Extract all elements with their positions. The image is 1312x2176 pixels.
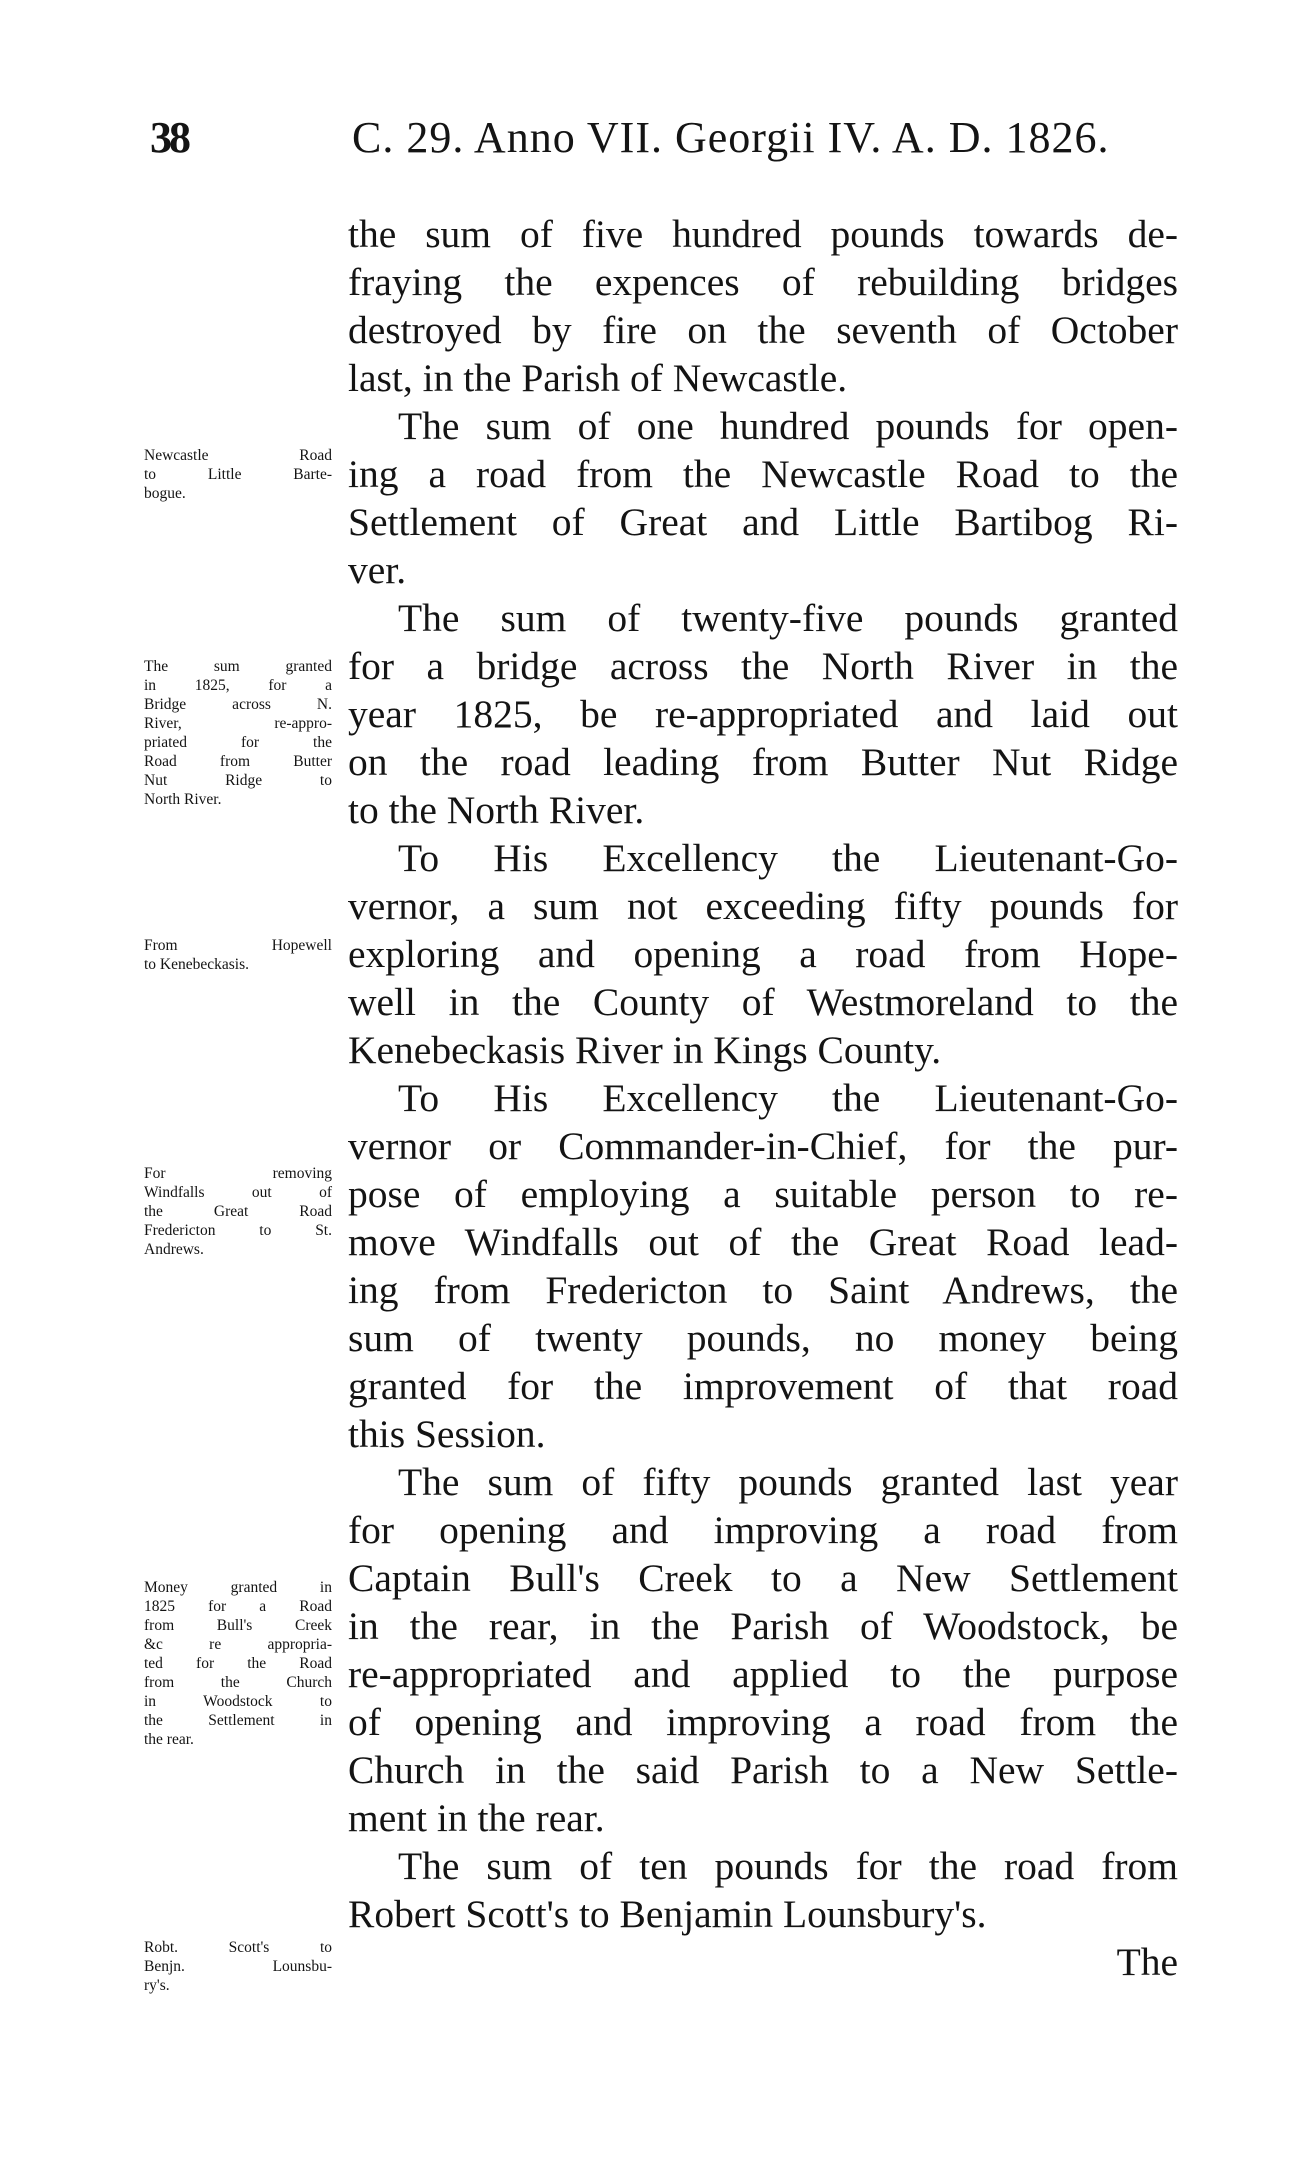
text-line: ver. bbox=[348, 548, 407, 592]
paragraph bbox=[348, 402, 1178, 594]
note-line: the Settlement in bbox=[144, 1712, 332, 1729]
text-line: to the North River. bbox=[348, 788, 645, 832]
note-line: Windfalls out of bbox=[144, 1184, 332, 1201]
note-line: Benjn. Lounsbu- bbox=[144, 1958, 332, 1975]
note-line: Andrews. bbox=[144, 1241, 204, 1258]
text-line: on the road leading from Butter Nut Ridge bbox=[348, 740, 1178, 784]
text-line: Settlement of Great and Little Bartibog Ri- bbox=[348, 500, 1178, 544]
note-line: in Woodstock to bbox=[144, 1693, 332, 1710]
page-number: 38 bbox=[150, 113, 188, 162]
note-line: Newcastle Road bbox=[144, 447, 332, 464]
text-line: Church in the said Parish to a New Settle- bbox=[348, 1748, 1178, 1792]
note-line: priated for the bbox=[144, 734, 332, 751]
note-line: bogue. bbox=[144, 485, 186, 502]
paragraph bbox=[348, 210, 1178, 402]
note-line: 1825 for a Road bbox=[144, 1598, 332, 1615]
text-line: well in the County of Westmoreland to the bbox=[348, 980, 1178, 1024]
text-line: exploring and opening a road from Hope- bbox=[348, 932, 1178, 976]
note-line: Money granted in bbox=[144, 1579, 332, 1596]
text-line: The sum of one hundred pounds for open- bbox=[398, 404, 1178, 448]
note-line: from the Church bbox=[144, 1674, 332, 1691]
text-line: To His Excellency the Lieutenant-Go- bbox=[398, 836, 1178, 880]
note-line: North River. bbox=[144, 791, 222, 808]
text-line: The sum of ten pounds for the road from bbox=[398, 1844, 1178, 1888]
text-line: for a bridge across the North River in the bbox=[348, 644, 1178, 688]
note-line: For removing bbox=[144, 1165, 332, 1182]
note-line: &c re appropria- bbox=[144, 1636, 332, 1653]
catchword: The bbox=[1116, 1940, 1178, 1984]
marginal-note bbox=[144, 1938, 332, 1995]
text-line: for opening and improving a road from bbox=[348, 1508, 1178, 1552]
marginal-note bbox=[144, 1578, 332, 1749]
paragraph bbox=[348, 1074, 1178, 1458]
text-line: last, in the Parish of Newcastle. bbox=[348, 356, 848, 400]
note-line: to Kenebeckasis. bbox=[144, 956, 250, 973]
text-line: of opening and improving a road from the bbox=[348, 1700, 1178, 1744]
note-line: The sum granted bbox=[144, 658, 332, 675]
note-line: Fredericton to St. bbox=[144, 1222, 332, 1239]
paragraph bbox=[348, 1458, 1178, 1842]
marginal-note bbox=[144, 657, 332, 809]
page-header bbox=[150, 112, 1200, 172]
paragraph bbox=[348, 834, 1178, 1074]
text-line: pose of employing a suitable person to re- bbox=[348, 1172, 1178, 1216]
text-line: the sum of five hundred pounds towards de- bbox=[348, 212, 1178, 256]
text-line: in the rear, in the Parish of Woodstock, be bbox=[348, 1604, 1178, 1648]
note-line: Robt. Scott's to bbox=[144, 1939, 332, 1956]
body-text bbox=[348, 210, 1178, 1986]
marginal-note bbox=[144, 446, 332, 503]
text-line: ment in the rear. bbox=[348, 1796, 605, 1840]
text-line: Kenebeckasis River in Kings County. bbox=[348, 1028, 942, 1072]
note-line: ry's. bbox=[144, 1977, 170, 1994]
text-line: ing from Fredericton to Saint Andrews, the bbox=[348, 1268, 1178, 1312]
running-head: C. 29. Anno VII. Georgii IV. A. D. 1826. bbox=[352, 113, 1110, 162]
paragraph bbox=[348, 1842, 1178, 1938]
note-line: from Bull's Creek bbox=[144, 1617, 332, 1634]
text-line: fraying the expences of rebuilding bridges bbox=[348, 260, 1178, 304]
marginal-note bbox=[144, 936, 332, 974]
note-line: Nut Ridge to bbox=[144, 772, 332, 789]
paragraph bbox=[348, 594, 1178, 834]
text-line: To His Excellency the Lieutenant-Go- bbox=[398, 1076, 1178, 1120]
note-line: Road from Butter bbox=[144, 753, 332, 770]
text-line: The sum of twenty-five pounds granted bbox=[398, 596, 1178, 640]
text-line: year 1825, be re-appropriated and laid out bbox=[348, 692, 1178, 736]
note-line: ted for the Road bbox=[144, 1655, 332, 1672]
text-line: vernor or Commander-in-Chief, for the pur- bbox=[348, 1124, 1178, 1168]
text-line: sum of twenty pounds, no money being bbox=[348, 1316, 1178, 1360]
note-line: Bridge across N. bbox=[144, 696, 332, 713]
text-line: vernor, a sum not exceeding fifty pounds for bbox=[348, 884, 1178, 928]
note-line: River, re-appro- bbox=[144, 715, 332, 732]
text-line: The sum of fifty pounds granted last year bbox=[398, 1460, 1178, 1504]
text-line: granted for the improvement of that road bbox=[348, 1364, 1178, 1408]
text-line: Robert Scott's to Benjamin Lounsbury's. bbox=[348, 1892, 987, 1936]
text-line: this Session. bbox=[348, 1412, 546, 1456]
marginal-note bbox=[144, 1164, 332, 1259]
note-line: in 1825, for a bbox=[144, 677, 332, 694]
note-line: From Hopewell bbox=[144, 937, 332, 954]
text-line: re-appropriated and applied to the purpose bbox=[348, 1652, 1178, 1696]
note-line: the Great Road bbox=[144, 1203, 332, 1220]
text-line: move Windfalls out of the Great Road lead- bbox=[348, 1220, 1178, 1264]
text-line: destroyed by fire on the seventh of October bbox=[348, 308, 1178, 352]
note-line: the rear. bbox=[144, 1731, 194, 1748]
text-line: ing a road from the Newcastle Road to the bbox=[348, 452, 1178, 496]
text-line: Captain Bull's Creek to a New Settlement bbox=[348, 1556, 1178, 1600]
note-line: to Little Barte- bbox=[144, 466, 332, 483]
